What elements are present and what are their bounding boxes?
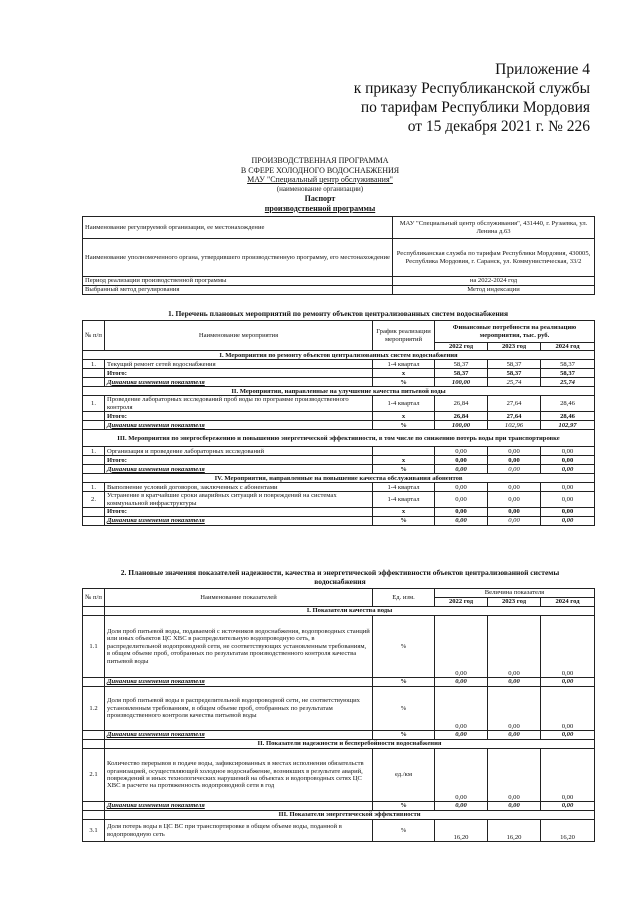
- column-header-year-2: 2023 год: [488, 598, 541, 607]
- total-number: [83, 456, 105, 465]
- section-1-title: 1. Перечень плановых мероприятий по ремонту объектов централизованных систем водоснабжения: [167, 309, 509, 318]
- total-label: Итого:: [105, 369, 373, 378]
- appendix-line-3: по тарифам Республики Мордовия: [360, 99, 590, 116]
- measure-schedule: 1-4 квартал: [373, 492, 435, 508]
- measure-number: 1.: [83, 360, 105, 369]
- measures-table: [82, 320, 595, 526]
- passport-label: Наименование регулируемой организации, ее местонахождение: [83, 217, 393, 239]
- dynamics-unit: %: [373, 378, 435, 387]
- indicator-value-2022: 16,20: [435, 820, 488, 842]
- dynamics-number: [83, 678, 105, 687]
- program-title-1: ПРОИЗВОДСТВЕННАЯ ПРОГРАММА: [251, 156, 389, 165]
- indicator-row: [83, 749, 595, 802]
- group-number: [83, 740, 105, 749]
- measure-name: Проведение лабораторных исследований проб воды по программе производственного контроля: [105, 396, 373, 412]
- total-schedule: х: [373, 369, 435, 378]
- column-header-unit: Ед. изм.: [373, 589, 435, 607]
- group-title: I. Показатели качества воды: [105, 607, 595, 616]
- dynamics-row: [83, 421, 595, 430]
- passport-label: Период реализации производственной программы: [83, 277, 393, 286]
- dynamics-number: [83, 378, 105, 387]
- dynamics-number: [83, 517, 105, 526]
- indicator-value-2023: 16,20: [488, 820, 541, 842]
- measure-row: [83, 483, 595, 492]
- passport-subtitle: производственной программы: [264, 203, 376, 213]
- measure-schedule: 1-4 квартал: [373, 483, 435, 492]
- dynamics-2024: 0,00: [541, 517, 595, 526]
- total-row: [83, 456, 595, 465]
- indicator-value-2024: 0,00: [541, 616, 595, 678]
- passport-label: Выбранный метод регулирования: [83, 286, 393, 295]
- indicator-unit: %: [373, 820, 435, 842]
- group-title: IV. Мероприятия, направленные на повышение качества обслуживания абонентов: [83, 474, 595, 483]
- measure-schedule: 1-4 квартал: [373, 360, 435, 369]
- dynamics-number: [83, 731, 105, 740]
- group-title: I. Мероприятия по ремонту объектов централизованных систем водоснабжения: [83, 351, 595, 360]
- total-number: [83, 508, 105, 517]
- indicators-table: [82, 588, 595, 842]
- dynamics-2023: 0,00: [488, 517, 541, 526]
- dynamics-2022: 0,00: [435, 802, 488, 811]
- indicator-name: Количество перерывов в подаче воды, зафиксированных в местах исполнения обязательств организацией, осуществляющей холодное водоснабжение, возникших в результате аварий, повреждений и иных технологических нарушений на объектах и водопроводных сетях ЦС ХВС в расчете на протяженность водопроводной сети в год: [105, 749, 373, 802]
- dynamics-unit: %: [373, 678, 435, 687]
- indicator-unit: %: [373, 616, 435, 678]
- dynamics-2023: 102,96: [488, 421, 541, 430]
- column-header-schedule: График реализации мероприятий: [373, 321, 435, 351]
- program-title-2: В СФЕРЕ ХОЛОДНОГО ВОДОСНАБЖЕНИЯ: [240, 165, 400, 175]
- measure-name: Выполнение условий договоров, заключенных с абонентами: [105, 483, 373, 492]
- dynamics-unit: %: [373, 517, 435, 526]
- dynamics-2024: 0,00: [541, 731, 595, 740]
- program-title-block: [0, 156, 640, 213]
- appendix-line-4: от 15 декабря 2021 г. № 226: [407, 118, 590, 135]
- appendix-line-1: Приложение 4: [495, 61, 590, 78]
- appendix-line-2: к приказу Республиканской службы: [353, 80, 590, 97]
- indicator-value-2024: 0,00: [541, 749, 595, 802]
- dynamics-unit: %: [373, 465, 435, 474]
- total-number: [83, 412, 105, 421]
- measure-number: 1.: [83, 396, 105, 412]
- measure-cost-2022: 58,37: [435, 360, 488, 369]
- dynamics-label: Динамика изменения показателя: [105, 465, 373, 474]
- dynamics-label: Динамика изменения показателя: [105, 802, 373, 811]
- measure-cost-2023: 0,00: [488, 447, 541, 456]
- organization-note: (наименование организации): [276, 184, 364, 193]
- dynamics-2022: 100,00: [435, 421, 488, 430]
- total-2022: 58,37: [435, 369, 488, 378]
- column-header-measure: Наименование мероприятия: [105, 321, 373, 351]
- group-number: [83, 607, 105, 616]
- dynamics-unit: %: [373, 421, 435, 430]
- group-header-row: [83, 740, 595, 749]
- dynamics-2024: 102,97: [541, 421, 595, 430]
- measure-row: [83, 396, 595, 412]
- dynamics-row: [83, 378, 595, 387]
- dynamics-row: [83, 678, 595, 687]
- measure-cost-2022: 0,00: [435, 447, 488, 456]
- measure-row: [83, 447, 595, 456]
- total-row: [83, 412, 595, 421]
- indicator-unit: %: [373, 687, 435, 731]
- passport-table: [82, 216, 595, 295]
- column-header-number: № п/п: [83, 589, 105, 607]
- dynamics-row: [83, 517, 595, 526]
- group-header-row: [83, 387, 595, 396]
- indicator-value-2024: 16,20: [541, 820, 595, 842]
- indicator-value-2023: 0,00: [488, 616, 541, 678]
- dynamics-number: [83, 465, 105, 474]
- measure-schedule: 1-4 квартал: [373, 396, 435, 412]
- measure-name: Организация и проведение лабораторных исследований: [105, 447, 373, 456]
- measure-schedule: [373, 447, 435, 456]
- measure-cost-2023: 0,00: [488, 492, 541, 508]
- column-header-year-3: 2024 год: [541, 343, 595, 351]
- dynamics-label: Динамика изменения показателя: [105, 517, 373, 526]
- total-label: Итого:: [105, 412, 373, 421]
- total-2023: 0,00: [488, 508, 541, 517]
- group-header-row: [83, 351, 595, 360]
- total-2024: 28,46: [541, 412, 595, 421]
- dynamics-2023: 25,74: [488, 378, 541, 387]
- dynamics-2023: 0,00: [488, 802, 541, 811]
- indicator-number: 2.1: [83, 749, 105, 802]
- total-2022: 0,00: [435, 508, 488, 517]
- total-label: Итого:: [105, 456, 373, 465]
- passport-row: [83, 277, 595, 286]
- dynamics-2022: 0,00: [435, 731, 488, 740]
- indicator-value-2023: 0,00: [488, 749, 541, 802]
- total-2024: 0,00: [541, 508, 595, 517]
- measure-cost-2023: 0,00: [488, 483, 541, 492]
- section-2-title: 2. Плановые значения показателей надежности, качества и энергетической эффективности объектов централизованной системы водоснабжения: [120, 568, 560, 586]
- total-label: Итого:: [105, 508, 373, 517]
- column-header-year-1: 2022 год: [435, 598, 488, 607]
- organization-name: МАУ "Специальный центр обслуживания": [247, 175, 393, 184]
- total-2023: 27,64: [488, 412, 541, 421]
- dynamics-2023: 0,00: [488, 678, 541, 687]
- indicator-row: [83, 820, 595, 842]
- measure-cost-2024: 0,00: [541, 483, 595, 492]
- group-header-row: [83, 474, 595, 483]
- indicator-number: 3.1: [83, 820, 105, 842]
- total-schedule: х: [373, 456, 435, 465]
- group-header-row: [83, 607, 595, 616]
- dynamics-label: Динамика изменения показателя: [105, 678, 373, 687]
- group-header-row: [83, 430, 595, 447]
- indicator-value-2022: 0,00: [435, 687, 488, 731]
- dynamics-2022: 0,00: [435, 465, 488, 474]
- dynamics-2022: 0,00: [435, 517, 488, 526]
- indicator-value-2024: 0,00: [541, 687, 595, 731]
- group-header-row: [83, 811, 595, 820]
- total-row: [83, 508, 595, 517]
- column-header-number: № п/п: [83, 321, 105, 351]
- group-title: III. Показатели энергетической эффективности: [105, 811, 595, 820]
- measure-name: Текущий ремонт сетей водоснабжения: [105, 360, 373, 369]
- group-title: II. Показатели надежности и бесперебойности водоснабжения: [105, 740, 595, 749]
- dynamics-number: [83, 421, 105, 430]
- dynamics-number: [83, 802, 105, 811]
- indicator-row: [83, 616, 595, 678]
- indicator-number: 1.2: [83, 687, 105, 731]
- total-2023: 0,00: [488, 456, 541, 465]
- measure-cost-2024: 0,00: [541, 447, 595, 456]
- column-header-finance: Финансовые потребности на реализацию мероприятия, тыс. руб.: [435, 321, 595, 343]
- measure-name: Устранение в кратчайшие сроки аварийных ситуаций и повреждений на системах коммунальной инфраструктуры: [105, 492, 373, 508]
- column-header-year-2: 2023 год: [488, 343, 541, 351]
- dynamics-2024: 0,00: [541, 802, 595, 811]
- indicator-name: Доля проб питьевой воды в распределительной водопроводной сети, не соответствующих установленным требованиям, в общем объеме проб, отобранных по результатам производственного контроля качества питьевой воды: [105, 687, 373, 731]
- indicator-value-2022: 0,00: [435, 616, 488, 678]
- indicator-row: [83, 687, 595, 731]
- dynamics-2022: 0,00: [435, 678, 488, 687]
- total-2022: 0,00: [435, 456, 488, 465]
- total-2024: 58,37: [541, 369, 595, 378]
- total-number: [83, 369, 105, 378]
- dynamics-2022: 100,00: [435, 378, 488, 387]
- appendix-header: [354, 60, 590, 136]
- dynamics-2024: 0,00: [541, 465, 595, 474]
- column-header-year-3: 2024 год: [541, 598, 595, 607]
- dynamics-unit: %: [373, 802, 435, 811]
- measure-cost-2022: 0,00: [435, 492, 488, 508]
- dynamics-label: Динамика изменения показателя: [105, 421, 373, 430]
- group-title: II. Мероприятия, направленные на улучшение качества питьевой воды: [83, 387, 595, 396]
- column-header-indicator: Наименование показателей: [105, 589, 373, 607]
- measure-cost-2024: 0,00: [541, 492, 595, 508]
- passport-row: [83, 286, 595, 295]
- measure-cost-2024: 28,46: [541, 396, 595, 412]
- measure-number: 1.: [83, 447, 105, 456]
- dynamics-row: [83, 731, 595, 740]
- dynamics-label: Динамика изменения показателя: [105, 731, 373, 740]
- passport-title: Паспорт: [304, 194, 336, 203]
- indicator-value-2023: 0,00: [488, 687, 541, 731]
- dynamics-row: [83, 802, 595, 811]
- total-schedule: х: [373, 412, 435, 421]
- measure-row: [83, 360, 595, 369]
- dynamics-2023: 0,00: [488, 731, 541, 740]
- indicator-name: Доля проб питьевой воды, подаваемой с источников водоснабжения, водопроводных станций или иных объектов ЦС ХВС в распределительную водопроводную сеть, в распределительной водопроводной сети, не соответствующих установленным требованиям, в общем объеме проб, отобранных по результатам производственного контроля качества питьевой воды: [105, 616, 373, 678]
- measure-row: [83, 492, 595, 508]
- measure-cost-2024: 58,37: [541, 360, 595, 369]
- column-header-year-1: 2022 год: [435, 343, 488, 351]
- column-header-values: Величина показателя: [435, 589, 595, 598]
- measure-cost-2022: 0,00: [435, 483, 488, 492]
- group-title: III. Мероприятия по энергосбережению и повышению энергетической эффективности, в том числе по снижению потерь воды при транспортировке: [83, 430, 595, 447]
- measure-cost-2023: 27,64: [488, 396, 541, 412]
- group-number: [83, 811, 105, 820]
- passport-value: Метод индексации: [393, 286, 595, 295]
- dynamics-unit: %: [373, 731, 435, 740]
- measure-number: 2.: [83, 492, 105, 508]
- total-row: [83, 369, 595, 378]
- indicator-number: 1.1: [83, 616, 105, 678]
- total-schedule: х: [373, 508, 435, 517]
- dynamics-2023: 0,00: [488, 465, 541, 474]
- indicator-name: Доля потерь воды в ЦС ВС при транспортировке в общем объеме воды, поданной в водопроводную сеть: [105, 820, 373, 842]
- dynamics-row: [83, 465, 595, 474]
- passport-value: на 2022-2024 год: [393, 277, 595, 286]
- total-2023: 58,37: [488, 369, 541, 378]
- passport-row: [83, 239, 595, 277]
- total-2024: 0,00: [541, 456, 595, 465]
- measure-number: 1.: [83, 483, 105, 492]
- total-2022: 26,84: [435, 412, 488, 421]
- dynamics-label: Динамика изменения показателя: [105, 378, 373, 387]
- dynamics-2024: 25,74: [541, 378, 595, 387]
- measure-cost-2023: 58,37: [488, 360, 541, 369]
- passport-value: МАУ "Специальный центр обслуживания", 431440, г. Рузаевка, ул. Ленина д.63: [393, 217, 595, 239]
- measure-cost-2022: 26,84: [435, 396, 488, 412]
- passport-row: [83, 217, 595, 239]
- dynamics-2024: 0,00: [541, 678, 595, 687]
- indicator-unit: ед./км: [373, 749, 435, 802]
- passport-label: Наименование уполномоченного органа, утвердившего производственную программу, его местонахождение: [83, 239, 393, 277]
- indicator-value-2022: 0,00: [435, 749, 488, 802]
- passport-value: Республиканская служба по тарифам Республики Мордовия, 430005, Республика Мордовия, г. Саранск, ул. Коммунистическая, 33/2: [393, 239, 595, 277]
